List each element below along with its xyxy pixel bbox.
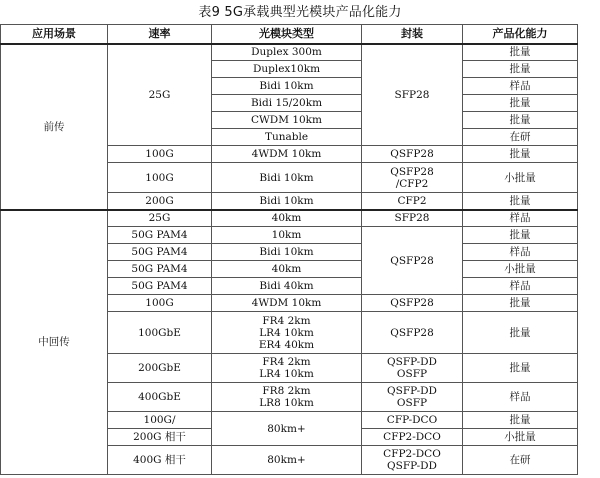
type-cell: FR4 2km LR4 10km ER4 40km bbox=[212, 312, 362, 354]
rate-cell: 200G bbox=[108, 193, 212, 210]
header-scenario: 应用场景 bbox=[1, 25, 108, 44]
type-cell: Bidi 15/20km bbox=[212, 95, 362, 112]
capability-cell: 样品 bbox=[463, 383, 578, 412]
type-cell: Bidi 10km bbox=[212, 193, 362, 210]
capability-cell: 在研 bbox=[463, 446, 578, 475]
header-capability: 产品化能力 bbox=[463, 25, 578, 44]
package-cell: QSFP28 bbox=[362, 295, 463, 312]
package-cell: CFP-DCO bbox=[362, 412, 463, 429]
type-cell: 80km+ bbox=[212, 446, 362, 475]
rate-cell: 400GbE bbox=[108, 383, 212, 412]
type-cell: Bidi 10km bbox=[212, 244, 362, 261]
capability-cell: 批量 bbox=[463, 227, 578, 244]
type-cell: FR4 2km LR4 10km bbox=[212, 354, 362, 383]
table-caption: 表9 5G承载典型光模块产品化能力 bbox=[198, 5, 402, 20]
type-cell: Bidi 10km bbox=[212, 163, 362, 193]
package-cell: QSFP28 bbox=[362, 146, 463, 163]
package-cell: QSFP28 bbox=[362, 227, 463, 295]
capability-cell: 小批量 bbox=[463, 163, 578, 193]
package-cell: QSFP28 bbox=[362, 312, 463, 354]
type-cell: 40km bbox=[212, 210, 362, 227]
type-cell: Tunable bbox=[212, 129, 362, 146]
package-cell: CFP2 bbox=[362, 193, 463, 210]
type-cell: CWDM 10km bbox=[212, 112, 362, 129]
capability-cell: 批量 bbox=[463, 146, 578, 163]
optical-module-table bbox=[0, 24, 578, 475]
capability-cell: 批量 bbox=[463, 61, 578, 78]
header-row bbox=[1, 25, 578, 44]
capability-cell: 样品 bbox=[463, 244, 578, 261]
capability-cell: 批量 bbox=[463, 412, 578, 429]
capability-cell: 批量 bbox=[463, 193, 578, 210]
rate-cell: 200G 相干 bbox=[108, 429, 212, 446]
capability-cell: 小批量 bbox=[463, 429, 578, 446]
package-cell: CFP2-DCO QSFP-DD bbox=[362, 446, 463, 475]
package-cell: SFP28 bbox=[362, 44, 463, 146]
package-cell: QSFP28 /CFP2 bbox=[362, 163, 463, 193]
type-cell: Bidi 10km bbox=[212, 78, 362, 95]
package-cell: CFP2-DCO bbox=[362, 429, 463, 446]
rate-cell: 100G bbox=[108, 146, 212, 163]
rate-cell: 25G bbox=[108, 210, 212, 227]
table-row bbox=[1, 44, 578, 61]
rate-cell: 50G PAM4 bbox=[108, 261, 212, 278]
type-cell: Duplex10km bbox=[212, 61, 362, 78]
type-cell: 80km+ bbox=[212, 412, 362, 446]
package-cell: QSFP-DD OSFP bbox=[362, 383, 463, 412]
header-package: 封装 bbox=[362, 25, 463, 44]
type-cell: 4WDM 10km bbox=[212, 146, 362, 163]
type-cell: Duplex 300m bbox=[212, 44, 362, 61]
type-cell: 40km bbox=[212, 261, 362, 278]
header-rate: 速率 bbox=[108, 25, 212, 44]
package-cell: QSFP-DD OSFP bbox=[362, 354, 463, 383]
capability-cell: 批量 bbox=[463, 112, 578, 129]
rate-cell: 100G bbox=[108, 163, 212, 193]
capability-cell: 样品 bbox=[463, 278, 578, 295]
capability-cell: 样品 bbox=[463, 78, 578, 95]
capability-cell: 批量 bbox=[463, 295, 578, 312]
rate-cell: 100GbE bbox=[108, 312, 212, 354]
rate-cell: 100G/ bbox=[108, 412, 212, 429]
rate-cell: 50G PAM4 bbox=[108, 278, 212, 295]
capability-cell: 批量 bbox=[463, 95, 578, 112]
rate-cell: 400G 相干 bbox=[108, 446, 212, 475]
section-mid-backhaul: 中回传 bbox=[1, 210, 108, 475]
header-module-type: 光模块类型 bbox=[212, 25, 362, 44]
rate-cell: 100G bbox=[108, 295, 212, 312]
capability-cell: 批量 bbox=[463, 44, 578, 61]
capability-cell: 样品 bbox=[463, 210, 578, 227]
type-cell: 4WDM 10km bbox=[212, 295, 362, 312]
type-cell: 10km bbox=[212, 227, 362, 244]
capability-cell: 在研 bbox=[463, 129, 578, 146]
table-row bbox=[1, 210, 578, 227]
type-cell: FR8 2km LR8 10km bbox=[212, 383, 362, 412]
type-cell: Bidi 40km bbox=[212, 278, 362, 295]
section-fronthaul: 前传 bbox=[1, 44, 108, 210]
capability-cell: 批量 bbox=[463, 354, 578, 383]
capability-cell: 小批量 bbox=[463, 261, 578, 278]
rate-cell: 25G bbox=[108, 44, 212, 146]
rate-cell: 200GbE bbox=[108, 354, 212, 383]
rate-cell: 50G PAM4 bbox=[108, 227, 212, 244]
package-cell: SFP28 bbox=[362, 210, 463, 227]
capability-cell: 批量 bbox=[463, 312, 578, 354]
rate-cell: 50G PAM4 bbox=[108, 244, 212, 261]
